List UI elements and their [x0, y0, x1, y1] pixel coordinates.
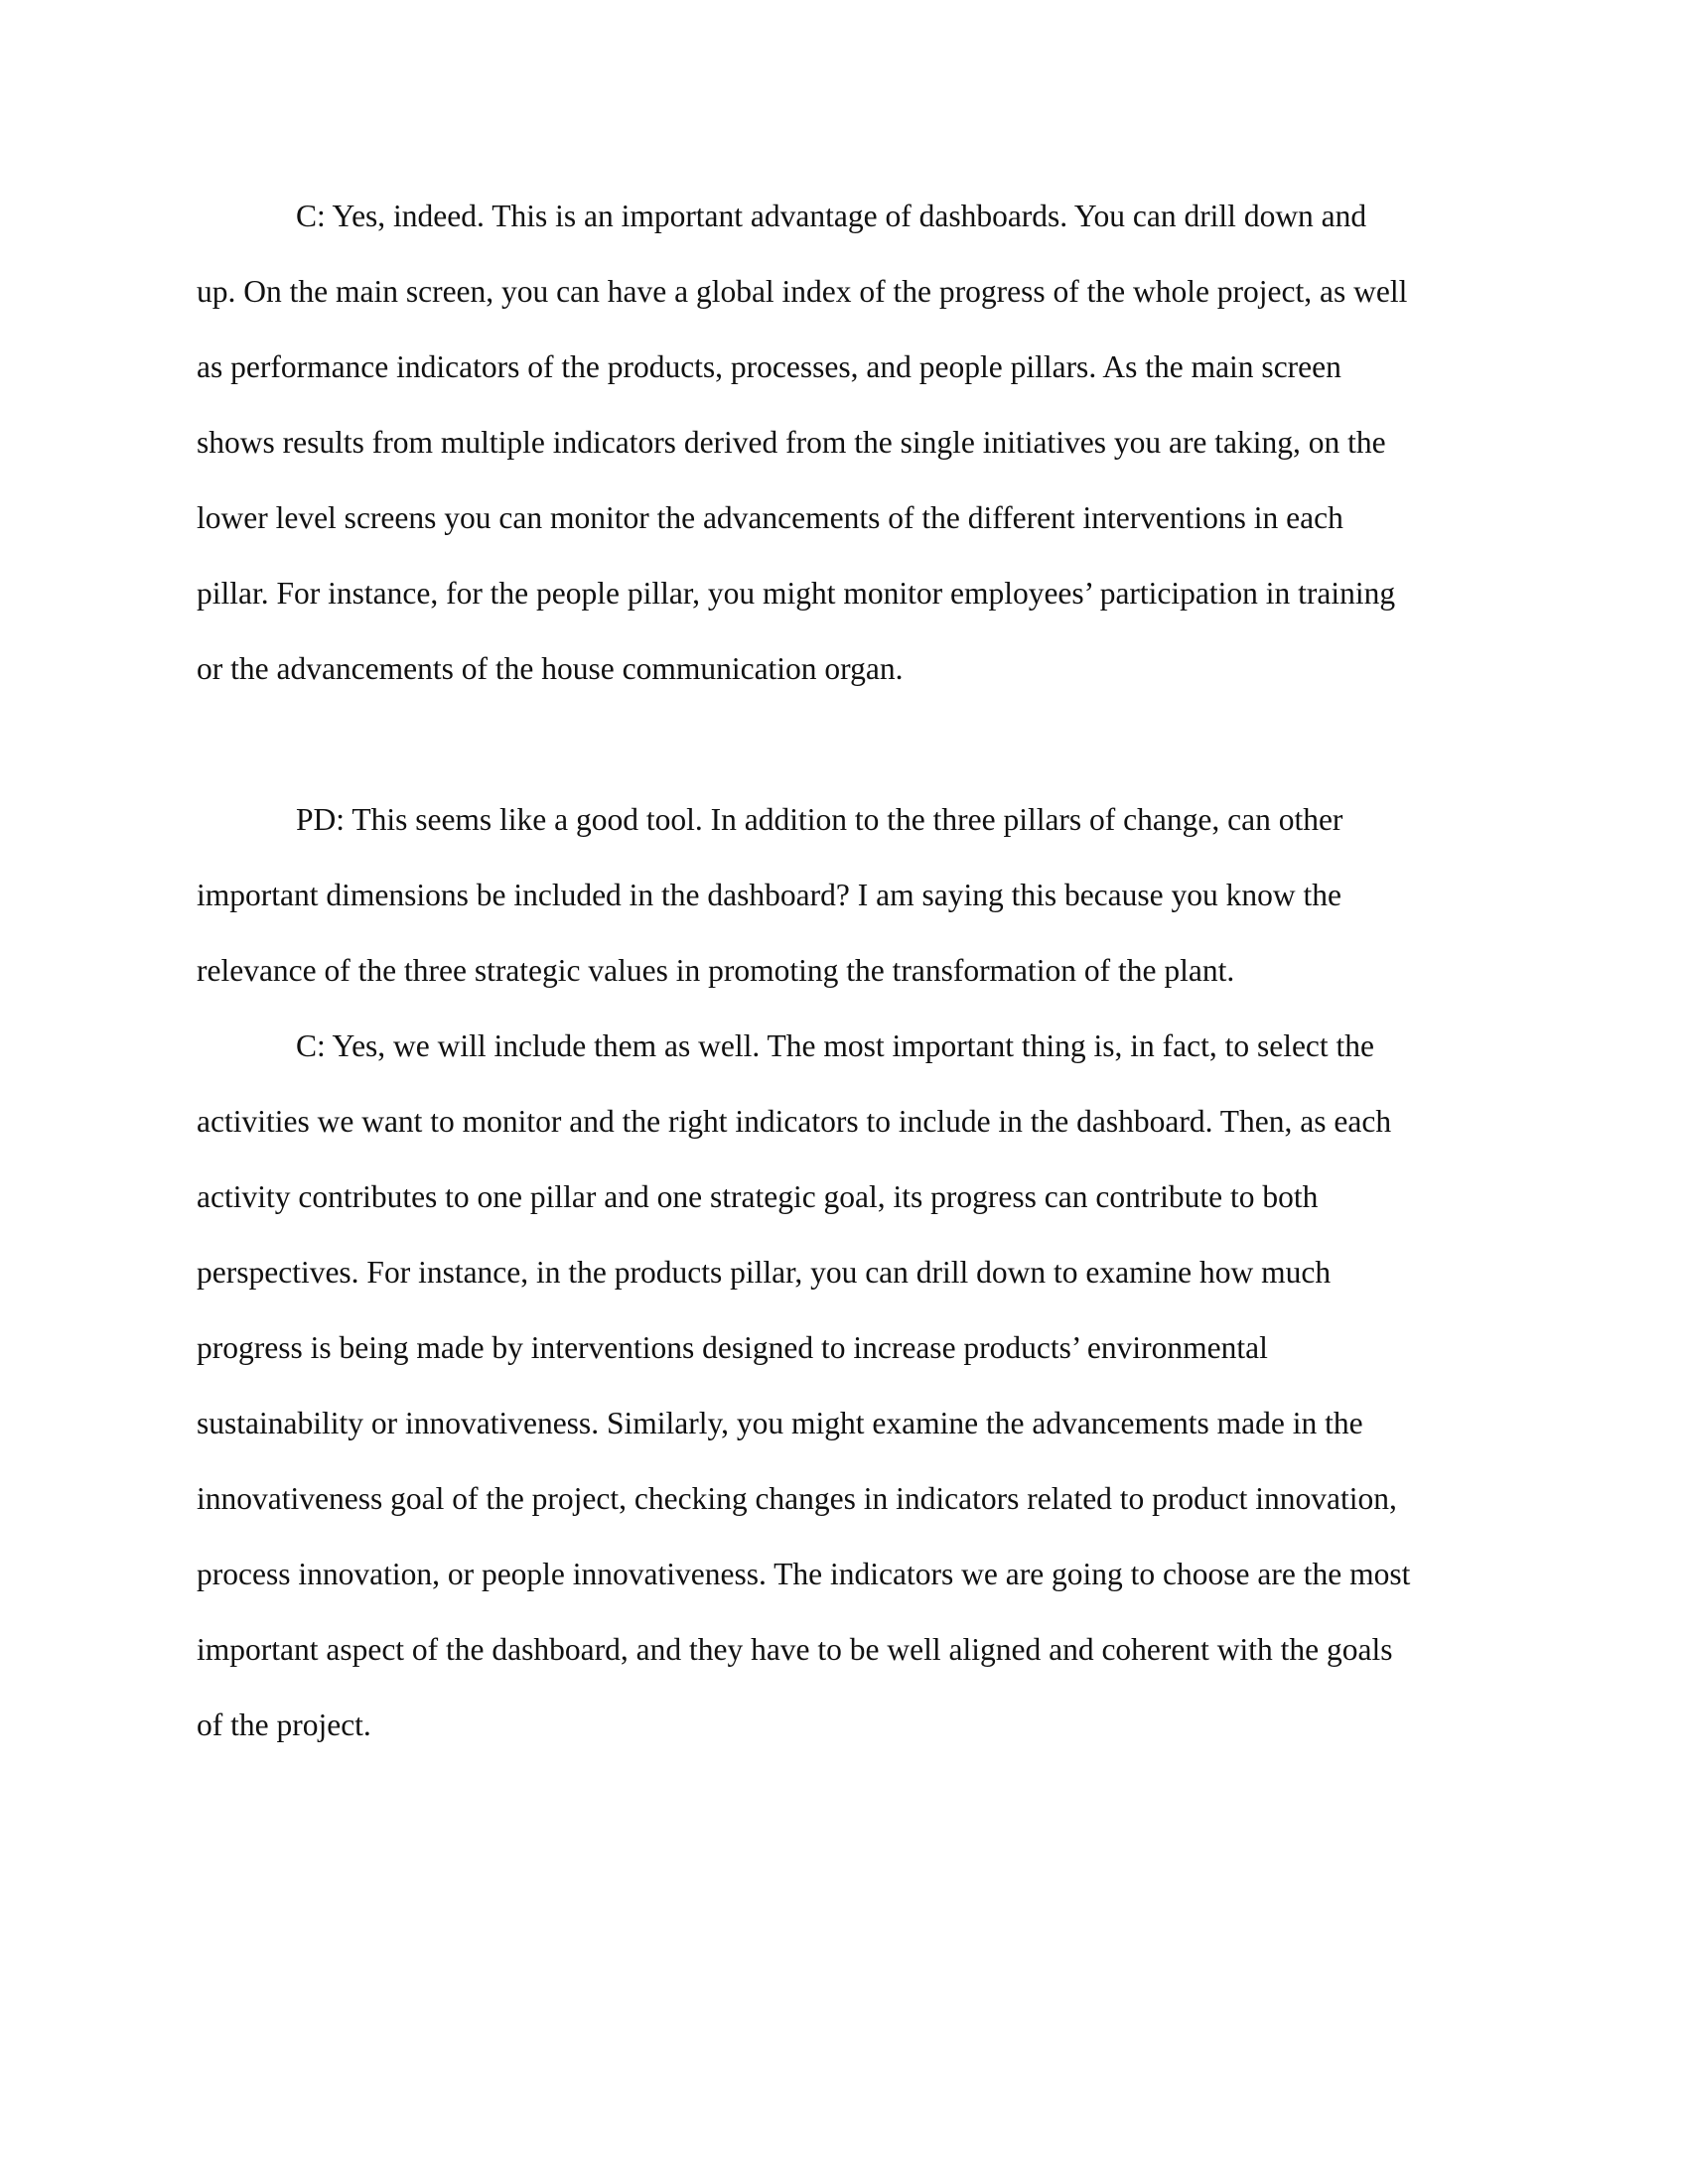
- text-line: important dimensions be included in the dashboard? I am saying this because you know the: [197, 878, 1341, 912]
- paragraph-consultant-indicators: [197, 1009, 1497, 1763]
- paragraph-pd-question: [197, 782, 1497, 1009]
- text-line: activities we want to monitor and the right indicators to include in the dashboard. Then, as each: [197, 1104, 1392, 1139]
- text-line: progress is being made by interventions designed to increase products’ environmental: [197, 1330, 1268, 1365]
- text-line: innovativeness goal of the project, checking changes in indicators related to product innovation,: [197, 1481, 1397, 1516]
- text-line: C: Yes, we will include them as well. The most important thing is, in fact, to select the: [296, 1028, 1375, 1063]
- text-line: perspectives. For instance, in the products pillar, you can drill down to examine how much: [197, 1255, 1332, 1290]
- paragraph-consultant-dashboard-drilldown: [197, 179, 1497, 707]
- text-line: C: Yes, indeed. This is an important advantage of dashboards. You can drill down and: [296, 199, 1367, 233]
- text-line: important aspect of the dashboard, and they have to be well aligned and coherent with the goals: [197, 1632, 1393, 1667]
- text-line: process innovation, or people innovativeness. The indicators we are going to choose are the most: [197, 1557, 1411, 1591]
- text-line: shows results from multiple indicators derived from the single initiatives you are taking, on the: [197, 425, 1386, 460]
- text-line: up. On the main screen, you can have a global index of the progress of the whole project, as well: [197, 274, 1408, 309]
- text-line: or the advancements of the house communication organ.: [197, 651, 904, 686]
- text-line: pillar. For instance, for the people pillar, you might monitor employees’ participation in training: [197, 576, 1396, 611]
- text-line: activity contributes to one pillar and one strategic goal, its progress can contribute to both: [197, 1179, 1319, 1214]
- text-line: of the project.: [197, 1707, 371, 1742]
- text-line: relevance of the three strategic values in promoting the transformation of the plant.: [197, 953, 1235, 988]
- text-line: as performance indicators of the products, processes, and people pillars. As the main screen: [197, 349, 1341, 384]
- text-line: PD: This seems like a good tool. In addition to the three pillars of change, can other: [296, 802, 1343, 837]
- text-line: sustainability or innovativeness. Similarly, you might examine the advancements made in the: [197, 1406, 1363, 1440]
- text-line: lower level screens you can monitor the advancements of the different interventions in each: [197, 500, 1343, 535]
